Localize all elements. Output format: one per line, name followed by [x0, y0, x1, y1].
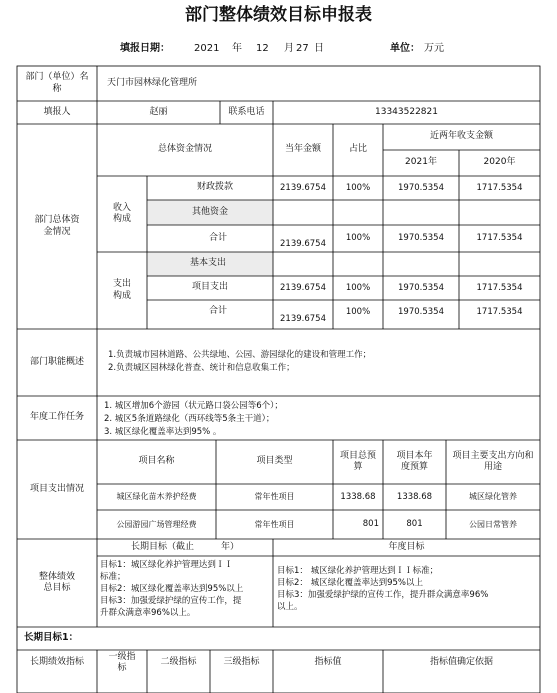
funds-row-ratio: 100%	[345, 282, 371, 293]
project-row-total: 1338.68	[340, 491, 376, 502]
funds-2020-header: 2020年	[483, 157, 516, 168]
report-date-label: 填报日期：	[120, 43, 170, 54]
funds-row-current: 2139.6754	[280, 282, 326, 293]
goals-label: 整体绩效总目标	[38, 571, 75, 593]
funds-row-label: 合计	[208, 306, 227, 317]
report-date-month: 12	[256, 43, 269, 54]
funds-row-label: 财政拨款	[196, 182, 233, 193]
indicator-level2-header: 二级指标	[160, 657, 197, 668]
funds-row-2020: 1717.5354	[476, 282, 523, 293]
projects-use-header: 项目主要支出方向和用途	[452, 450, 534, 472]
funds-row-current: 2139.6754	[280, 182, 326, 193]
long-term-goal-text	[100, 559, 272, 619]
projects-name-header: 项目名称	[138, 456, 175, 467]
funds-row-2021: 1970.5354	[398, 233, 444, 244]
project-row-year: 1338.68	[396, 491, 433, 502]
annual-goal-line: 以上。	[277, 602, 303, 612]
annual-tasks-label: 年度工作任务	[29, 412, 84, 423]
phone-label: 联系电话	[228, 106, 265, 117]
report-date-year-unit: 年	[232, 43, 242, 54]
annual-goal-line: 目标3：加强爱绿护绿的宣传工作，提升群众满意率96%	[277, 590, 489, 600]
long-term-goal-line: 标准；	[100, 572, 126, 582]
income-composition-label: 收入构成	[112, 202, 131, 224]
dept-name-label: 部门（单位）名称	[25, 72, 89, 94]
functions-line-1: 1.负责城市园林道路、公共绿地、公园、游园绿化的建设和管理工作；	[108, 350, 372, 360]
long-term-goal-line: 升群众满意率96%以上。	[100, 608, 196, 618]
funds-row-2021: 1970.5354	[398, 282, 444, 293]
funds-section-label: 部门总体资金情况	[34, 215, 80, 237]
long-term-goal-line: 目标3：加强爱绿护绿的宣传工作，提	[100, 596, 242, 606]
funds-row-2020: 1717.5354	[476, 182, 523, 193]
filler-value: 赵丽	[149, 106, 168, 117]
project-row-type: 常年性项目	[254, 492, 295, 501]
report-date-month-unit: 月	[284, 43, 294, 54]
page-title: 部门整体绩效目标申报表	[185, 5, 372, 25]
funds-row-2021: 1970.5354	[398, 182, 444, 193]
funds-row-label: 项目支出	[191, 282, 228, 293]
projects-year-header: 项目本年度预算	[396, 450, 433, 472]
annual-goal-text	[277, 565, 539, 613]
funds-recent-header: 近两年收支金额	[429, 131, 493, 142]
annual-goal-line: 目标1： 城区绿化养护管理达到ＩＩ标准；	[277, 566, 439, 576]
funds-current-header: 当年金额	[284, 144, 321, 155]
report-date-day: 27	[296, 43, 309, 54]
funds-row-ratio: 100%	[345, 182, 371, 193]
annual-tasks-line-3: 3. 城区绿化覆盖率达到95% 。	[104, 427, 222, 437]
funds-ratio-header: 占比	[348, 144, 367, 155]
report-date-year: 2021	[194, 43, 220, 54]
project-row-name: 城区绿化苗木养护经费	[116, 492, 197, 501]
indicator-level3-header: 三级指标	[223, 657, 260, 668]
functions-line-2: 2.负责城区园林绿化普查、统计和信息收集工作；	[108, 363, 295, 373]
funds-row-2021: 1970.5354	[398, 306, 444, 317]
project-row-use: 公园日常管养	[469, 519, 517, 529]
indicator-level1-header: 一级指标	[108, 651, 136, 673]
unit-label: 单位：	[390, 43, 420, 54]
project-row-use: 城区绿化管养	[469, 492, 517, 501]
filler-label: 填报人	[43, 106, 71, 117]
funds-row-2020: 1717.5354	[476, 233, 523, 244]
long-term-goal-line: 目标2：城区绿化覆盖率达到95%以上	[100, 584, 244, 594]
unit-value: 万元	[424, 43, 444, 54]
project-row-name: 公园游园广场管理经费	[116, 519, 197, 529]
funds-overall-header: 总体资金情况	[157, 144, 212, 155]
indicator-basis-header: 指标值确定依据	[429, 657, 493, 668]
funds-row-label: 合计	[208, 232, 227, 243]
funds-row-ratio: 100%	[345, 233, 371, 244]
long-term-goal-line: 目标1：城区绿化养护管理达到ＩＩ	[100, 560, 233, 570]
project-row-year: 801	[406, 519, 423, 530]
annual-goal-header: 年度目标	[388, 541, 425, 552]
projects-type-header: 项目类型	[256, 456, 293, 467]
funds-row-ratio: 100%	[345, 306, 371, 317]
report-date-day-unit: 日	[314, 43, 324, 54]
indicator-value-header: 指标值	[314, 657, 342, 668]
annual-tasks-line-2: 2. 城区5条道路绿化（西环线等5条主干道）；	[104, 414, 275, 424]
annual-goal-line: 目标2： 城区绿化覆盖率达到95%以上	[277, 578, 424, 588]
long-term-goal-header: 长期目标（截止 年）	[130, 541, 239, 552]
funds-row-current: 2139.6754	[280, 313, 326, 324]
projects-label: 项目支出情况	[29, 483, 84, 494]
functions-label: 部门职能概述	[29, 356, 84, 367]
funds-2021-header: 2021年	[405, 157, 437, 168]
project-row-type: 常年性项目	[254, 519, 295, 529]
funds-row-current: 2139.6754	[280, 238, 326, 249]
dept-name-value: 天门市园林绿化管理所	[107, 77, 198, 88]
funds-row-2020: 1717.5354	[476, 306, 523, 317]
phone-value: 13343522821	[375, 106, 438, 117]
indicators-label: 长期绩效指标	[29, 657, 84, 668]
project-row-total: 801	[362, 519, 379, 530]
funds-row-label: 基本支出	[189, 258, 226, 269]
projects-total-header: 项目总预算	[339, 450, 376, 472]
annual-tasks-line-1: 1. 城区增加6个游园（状元路口袋公园等6个）；	[104, 401, 283, 411]
expense-composition-label: 支出构成	[112, 279, 131, 301]
funds-row-label: 其他资金	[191, 206, 228, 217]
long-term-goal1-label: 长期目标1：	[24, 632, 79, 643]
